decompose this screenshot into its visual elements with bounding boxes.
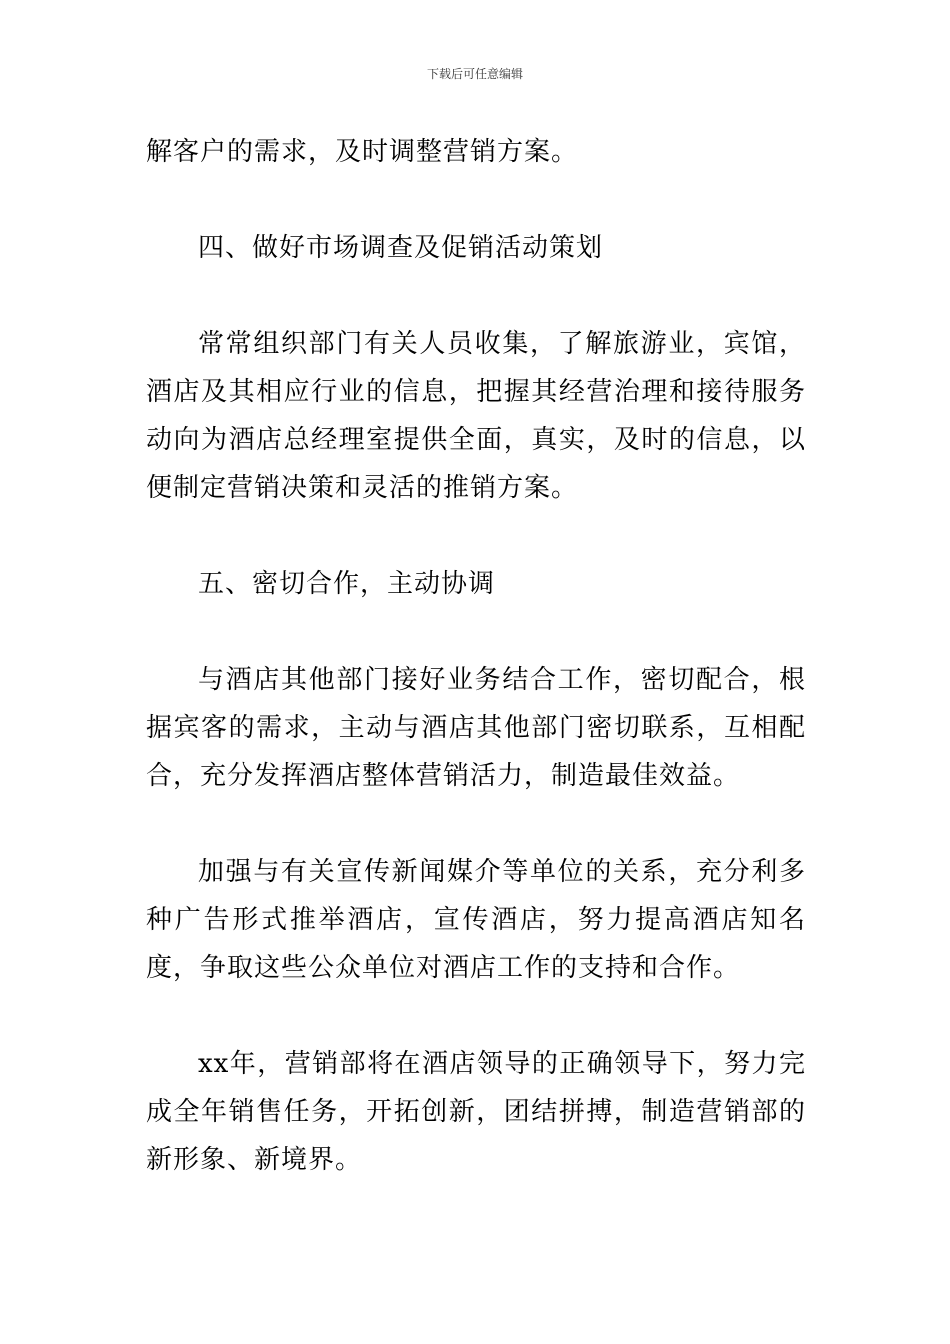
- paragraph-market-research: 常常组织部门有关人员收集，了解旅游业，宾馆，酒店及其相应行业的信息，把握其经营治理和接待服务动向为酒店总经理室提供全面，真实，及时的信息，以便制定营销决策和灵活的推销方案。: [146, 329, 806, 503]
- paragraph-cooperation: 与酒店其他部门接好业务结合工作，密切配合，根据宾客的需求，主动与酒店其他部门密切联系，互相配合，充分发挥酒店整体营销活力，制造最佳效益。: [146, 665, 806, 791]
- header-note: 下载后可任意编辑: [426, 67, 523, 81]
- paragraph-annual-goal: xx年，营销部将在酒店领导的正确领导下，努力完成全年销售任务，开拓创新，团结拼搏，制造营销部的新形象、新境界。: [146, 1049, 806, 1175]
- paragraph-media-relations: 加强与有关宣传新闻媒介等单位的关系，充分利多种广告形式推举酒店，宣传酒店，努力提高酒店知名度，争取这些公众单位对酒店工作的支持和合作。: [146, 857, 806, 983]
- document-body: [146, 128, 806, 1184]
- paragraph-continued: 解客户的需求，及时调整营销方案。: [146, 137, 579, 167]
- section-heading-5: 五、密切合作，主动协调: [198, 569, 496, 599]
- section-heading-4: 四、做好市场调查及促销活动策划: [198, 233, 604, 263]
